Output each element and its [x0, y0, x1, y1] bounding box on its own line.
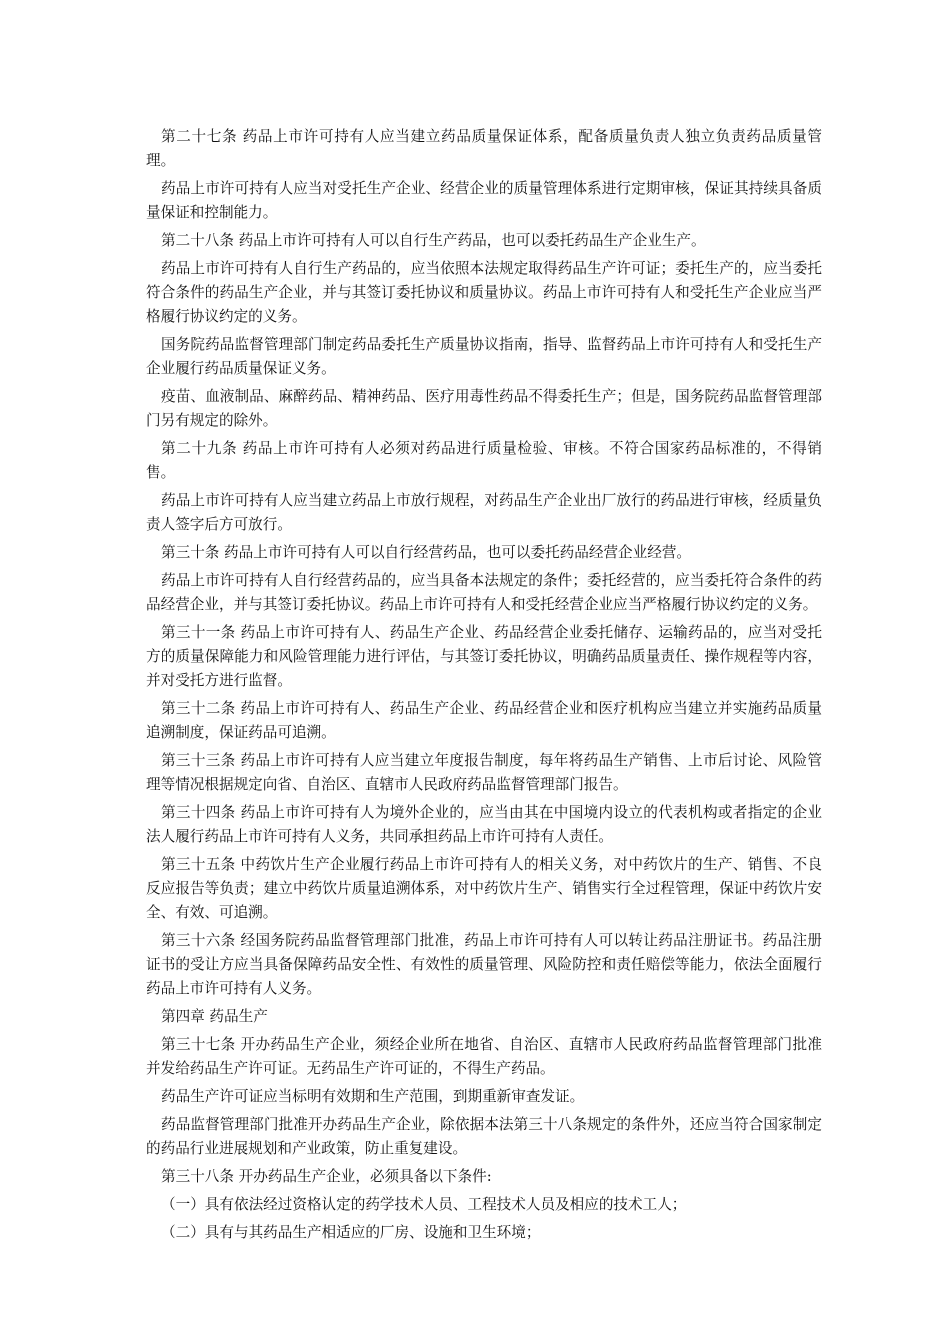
- paragraph-article-31: 第三十一条 药品上市许可持有人、药品生产企业、药品经营企业委托储存、运输药品的，应当对受托方的质量保障能力和风险管理能力进行评估，与其签订委托协议，明确药品质量责任、操作规程等内容，并对受托方进行监督。: [146, 624, 822, 689]
- paragraph-article-37: 第三十七条 开办药品生产企业，须经企业所在地省、自治区、直辖市人民政府药品监督管理部门批准并发给药品生产许可证。无药品生产许可证的，不得生产药品。: [146, 1036, 822, 1077]
- paragraph: 药品上市许可持有人应当建立药品上市放行规程，对药品生产企业出厂放行的药品进行审核，经质量负责人签字后方可放行。: [146, 492, 822, 533]
- paragraph-article-36: 第三十六条 经国务院药品监督管理部门批准，药品上市许可持有人可以转让药品注册证书。药品注册证书的受让方应当具备保障药品安全性、有效性的质量管理、风险防控和责任赔偿等能力，依法全面履行药品上市许可持有人义务。: [146, 932, 822, 997]
- paragraph: 药品生产许可证应当标明有效期和生产范围，到期重新审查发证。: [161, 1088, 585, 1105]
- paragraph-article-32: 第三十二条 药品上市许可持有人、药品生产企业、药品经营企业和医疗机构应当建立并实施药品质量追溯制度，保证药品可追溯。: [146, 700, 822, 741]
- paragraph-article-30: 第三十条 药品上市许可持有人可以自行经营药品，也可以委托药品经营企业经营。: [161, 544, 692, 561]
- paragraph-article-38: 第三十八条 开办药品生产企业，必须具备以下条件:: [161, 1168, 492, 1185]
- list-item: （一）具有依法经过资格认定的药学技术人员、工程技术人员及相应的技术工人；: [161, 1196, 687, 1213]
- paragraph: 药品上市许可持有人自行经营药品的，应当具备本法规定的条件；委托经营的，应当委托符合条件的药品经营企业，并与其签订委托协议。药品上市许可持有人和受托经营企业应当严格履行协议约定的义务。: [146, 572, 822, 613]
- paragraph-article-33: 第三十三条 药品上市许可持有人应当建立年度报告制度，每年将药品生产销售、上市后讨论、风险管理等情况根据规定向省、自治区、直辖市人民政府药品监督管理部门报告。: [146, 752, 822, 793]
- paragraph: 疫苗、血液制品、麻醉药品、精神药品、医疗用毒性药品不得委托生产；但是，国务院药品监督管理部门另有规定的除外。: [146, 388, 822, 429]
- chapter-heading: 第四章 药品生产: [161, 1008, 268, 1025]
- paragraph-article-35: 第三十五条 中药饮片生产企业履行药品上市许可持有人的相关义务，对中药饮片的生产、销售、不良反应报告等负责；建立中药饮片质量追溯体系，对中药饮片生产、销售实行全过程管理，保证中药饮片安全、有效、可追溯。: [146, 856, 822, 921]
- paragraph: 药品上市许可持有人自行生产药品的，应当依照本法规定取得药品生产许可证；委托生产的，应当委托符合条件的药品生产企业，并与其签订委托协议和质量协议。药品上市许可持有人和受托生产企业应当严格履行协议约定的义务。: [146, 260, 822, 325]
- document-body: [146, 125, 822, 1249]
- paragraph-article-34: 第三十四条 药品上市许可持有人为境外企业的，应当由其在中国境内设立的代表机构或者指定的企业法人履行药品上市许可持有人义务，共同承担药品上市许可持有人责任。: [146, 804, 822, 845]
- list-item: （二）具有与其药品生产相适应的厂房、设施和卫生环境；: [161, 1224, 541, 1241]
- paragraph-article-29: 第二十九条 药品上市许可持有人必须对药品进行质量检验、审核。不符合国家药品标准的，不得销售。: [146, 440, 822, 481]
- paragraph-article-28: 第二十八条 药品上市许可持有人可以自行生产药品，也可以委托药品生产企业生产。: [161, 232, 706, 249]
- paragraph: 国务院药品监督管理部门制定药品委托生产质量协议指南，指导、监督药品上市许可持有人和受托生产企业履行药品质量保证义务。: [146, 336, 822, 377]
- paragraph: 药品上市许可持有人应当对受托生产企业、经营企业的质量管理体系进行定期审核，保证其持续具备质量保证和控制能力。: [146, 180, 822, 221]
- paragraph: 药品监督管理部门批准开办药品生产企业，除依据本法第三十八条规定的条件外，还应当符合国家制定的药品行业进展规划和产业政策，防止重复建设。: [146, 1116, 822, 1157]
- paragraph-article-27: 第二十七条 药品上市许可持有人应当建立药品质量保证体系，配备质量负责人独立负责药品质量管理。: [146, 128, 822, 169]
